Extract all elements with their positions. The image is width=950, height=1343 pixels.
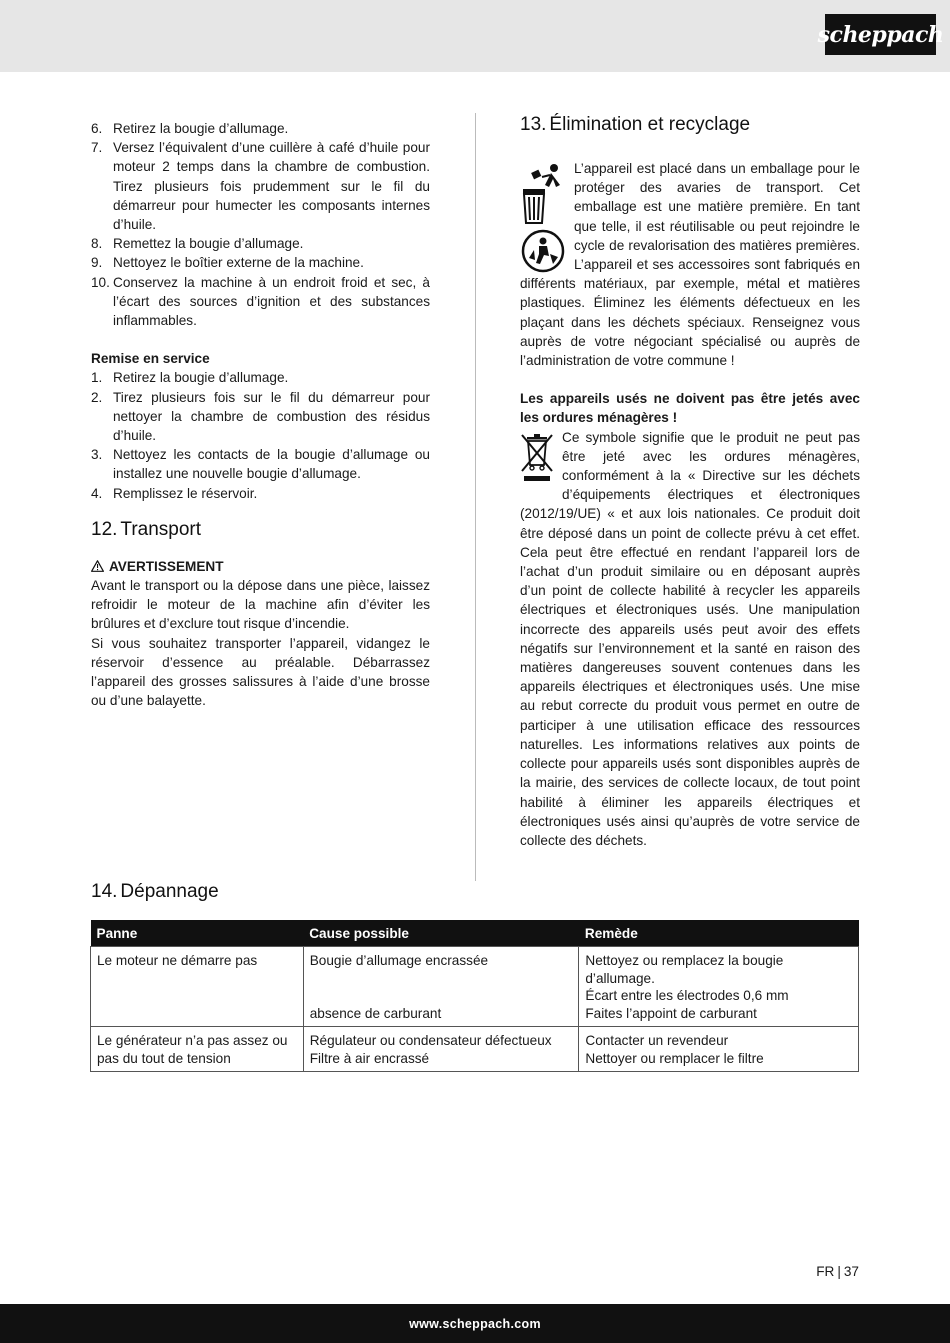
table-cell: Bougie d’allumage encrassée absence de carburant [303, 947, 579, 1027]
list-item: 7. Versez l’équivalent d’une cuillère à café d’huile pour moteur 2 temps dans la chambre de combustion. Tirez plusieurs fois prudemment sur le fil du démarreur pour humecter les composants internes d’huile. [91, 140, 430, 233]
warning-icon [91, 560, 104, 572]
transport-heading: 12. Transport [91, 518, 202, 540]
list-item: 3. Nettoyez les contacts de la bougie d’allumage ou installez une nouvelle bougie d’allumage. [91, 447, 430, 482]
page-number: FR | 37 [816, 1264, 859, 1279]
header-band [0, 0, 950, 72]
transport-paragraph: Si vous souhaitez transporter l’appareil, vidangez le réservoir d’essence au préalable. Débarrassez l’appareil des grosses salissures à l’aide d’une brosse ou d’une balayette. [91, 635, 430, 709]
table-cell: Nettoyez ou remplacez la bougie d’allumage. Écart entre les électrodes 0,6 mm Faites l’appoint de carburant [579, 947, 859, 1027]
list-item: 1. Retirez la bougie d’allumage. [91, 370, 289, 386]
disposal-warning: Les appareils usés ne doivent pas être jetés avec les ordures ménagères ! [520, 391, 860, 426]
table-row [91, 1027, 859, 1072]
list-item: 9. Nettoyez le boîtier externe de la machine. [91, 255, 364, 271]
crossed-out-bin-icon [520, 431, 556, 483]
storage-steps [91, 119, 430, 330]
trash-bin-icon [520, 163, 566, 225]
transport-paragraph: Avant le transport ou la dépose dans une pièce, laissez refroidir le moteur de la machine afin d’éviter les brûlures et d’exclure tout risque d’incendie. [91, 578, 430, 632]
weee-paragraph: Ce symbole signifie que le produit ne peut pas être jeté avec les ordures ménagères, conformément à la « Directive sur les déchets d’équipements électriques et électroniques (2012/19/UE) « et aux lois nationales. Ce produit doit être déposé dans un point de collecte prévu à cet effet. Cela peut être effectué en rendant l’appareil lors de l’achat d’un produit similaire ou en déposant auprès d’un point de collecte habilité à recycler les appareils électriques et électroniques usés. Une manipulation incorrecte des appareils usés peut avoir des effets négatifs sur l’environnement et la santé en raison des matières dangereuses souvent contenues dans les appareils électriques et électroniques usés. Une mise au rebut correcte du produit vous permet en outre de participer à une utilisation efficace des ressources naturelles. Les informations relatives aux points de collecte pour appareils usés sont disponibles auprès de la mairie, des services de collecte locaux, de tout point habilité à éliminer les appareils électriques et électroniques usés ainsi qu’auprès de votre service de collecte des déchets. [520, 429, 860, 848]
recycling-paragraph: L’appareil est placé dans un emballage pour le protéger des avaries de transport. Cet emballage est une matière première. En tant que telle, il est réutilisable ou peut rejoindre le cycle de revalorisation des matières premières. L’appareil et ses accessoires sont fabriqués en différents matériaux, par exemple, métal et matières plastiques. Éliminez les éléments défectueux en les plaçant dans les déchets spéciaux. Renseignez vous auprès de votre négociant spécialisé ou auprès de l’administration de votre commune ! [520, 161, 860, 369]
remise-heading: Remise en service [91, 351, 210, 367]
list-item: 2. Tirez plusieurs fois sur le fil du démarreur pour nettoyer la chambre de combustion des résidus d’huile. [91, 389, 430, 444]
recycling-symbol-icon [520, 228, 566, 274]
list-item: 4. Remplissez le réservoir. [91, 485, 258, 501]
remise-steps [91, 368, 430, 502]
left-column [91, 119, 430, 710]
table-row [91, 947, 859, 1027]
recycling-heading: 13. Élimination et recyclage [520, 114, 751, 135]
column-divider [475, 113, 476, 881]
footer-band [0, 1304, 950, 1343]
right-column [520, 113, 860, 850]
brand-logo: scheppach [825, 14, 936, 55]
table-cell: Le générateur n’a pas assez ou pas du tout de tension [91, 1027, 304, 1072]
warning-label: AVERTISSEMENT [91, 557, 430, 576]
table-header-row [91, 920, 859, 947]
troubleshooting-table [90, 920, 859, 1072]
website-url[interactable]: www.scheppach.com [409, 1316, 541, 1331]
troubleshooting-heading: 14. Dépannage [91, 881, 219, 902]
list-item: 8. Remettez la bougie d’allumage. [91, 236, 304, 252]
list-item: 10. Conservez la machine à un endroit froid et sec, à l’écart des sources d’ignition et des substances inflammables. [91, 274, 430, 329]
column-header: Cause possible [303, 920, 579, 947]
table-cell: Régulateur ou condensateur défectueux Filtre à air encrassé [303, 1027, 579, 1072]
column-header: Remède [579, 920, 859, 947]
table-cell: Contacter un revendeur Nettoyer ou remplacer le filtre [579, 1027, 859, 1072]
column-header: Panne [91, 920, 304, 947]
list-item: 6. Retirez la bougie d’allumage. [91, 121, 289, 136]
table-cell: Le moteur ne démarre pas [91, 947, 304, 1027]
